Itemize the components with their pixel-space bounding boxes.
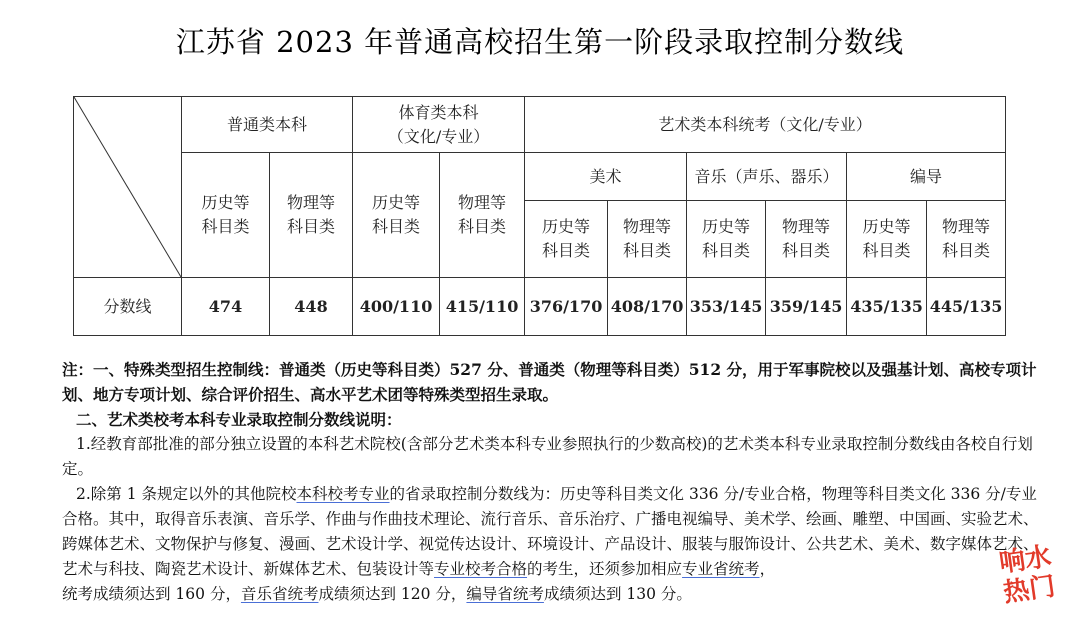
header-label: 历史等 <box>542 217 591 236</box>
header-general-physics <box>270 153 353 278</box>
header-general: 普通类本科 <box>182 97 353 153</box>
header-sports-line2: （文化/专业） <box>387 126 490 146</box>
score-cell: 415/110 <box>440 278 525 336</box>
note-art-heading: 二、艺术类校考本科专业录取控制分数线说明： <box>76 410 402 429</box>
header-label: 物理等 <box>782 217 831 236</box>
score-cell: 474 <box>182 278 270 336</box>
note-text: 美术、数字媒体艺术、艺术与科技、陶瓷艺术设计、新媒体艺术、包装设计等 <box>62 535 1039 578</box>
score-cell: 400/110 <box>353 278 440 336</box>
header-sports-line1: 体育类本科 <box>398 102 479 122</box>
note-text: 统考成绩须达到 160 分， <box>62 585 241 603</box>
note-art-item-2 <box>62 482 1052 582</box>
note-link: 音乐省统考 <box>240 585 319 603</box>
note-text: 的省录取控制分数线为：历史等科目类文化 336 分/专业合格，物理等科目类文化 336 分/专业合格。其中，取得音乐表演、音乐学、作曲与作曲技术理论、流行音乐、音乐治疗、广播电视编导、美术学、绘画、雕塑、中国画、实验艺术、跨媒体艺术、文物保护与修复、漫画、艺术设计学、视觉传达设计、环境设计、产品设计、服装与服饰设计、公共艺术、 <box>62 485 1039 553</box>
header-art-music: 音乐（声乐、器乐） <box>687 153 847 201</box>
score-cell: 435/135 <box>847 278 927 336</box>
diagonal-header-cell <box>74 97 182 278</box>
watermark-logo <box>987 540 1068 619</box>
header-label: 科目类 <box>287 217 336 236</box>
row-label: 分数线 <box>74 278 182 336</box>
header-music-physics <box>766 201 847 278</box>
header-art-fine: 美术 <box>525 153 687 201</box>
score-cell: 376/170 <box>525 278 608 336</box>
header-fine-physics <box>608 201 687 278</box>
note-link: 专业校考合格 <box>434 560 528 578</box>
note-text: ， <box>759 560 776 578</box>
header-label: 科目类 <box>542 241 591 260</box>
note-art-item-2-cont <box>62 582 1052 607</box>
header-fine-history <box>525 201 608 278</box>
note-art-item-1: 1.经教育部批准的部分独立设置的本科艺术院校(含部分艺术类本科专业参照执行的少数高校)的艺术类本科专业录取控制分数线由各校自行划定。 <box>62 435 1033 478</box>
watermark-line: 响水 <box>997 541 1054 579</box>
score-cell: 445/135 <box>927 278 1006 336</box>
header-label: 物理等 <box>942 217 991 236</box>
header-general-history <box>182 153 270 278</box>
header-label: 科目类 <box>623 241 672 260</box>
header-music-history <box>687 201 766 278</box>
header-label: 物理等 <box>287 193 336 212</box>
header-label: 科目类 <box>458 217 507 236</box>
header-label: 历史等 <box>702 217 751 236</box>
page-title: 江苏省 2023 年普通高校招生第一阶段录取控制分数线 <box>175 25 905 59</box>
header-art-director: 编导 <box>847 153 1006 201</box>
note-link: 编导省统考 <box>466 585 544 603</box>
header-director-history <box>847 201 927 278</box>
note-text: 2.除第 1 条规定以外的其他院校 <box>76 485 297 503</box>
header-label: 科目类 <box>372 217 421 236</box>
header-label: 科目类 <box>782 241 831 260</box>
score-cell: 353/145 <box>687 278 766 336</box>
header-label: 历史等 <box>201 193 250 212</box>
header-label: 科目类 <box>702 241 751 260</box>
note-special-lines: 注：一、特殊类型招生控制线：普通类（历史等科目类）527 分、普通类（物理等科目类）512 分，用于军事院校以及强基计划、高校专项计划、地方专项计划、综合评价招生、高水平艺术团等特殊类型招生录取。 <box>62 360 1037 404</box>
note-text: 成绩须达到 130 分。 <box>543 585 692 603</box>
header-label: 科目类 <box>862 241 911 260</box>
note-text: 的考生，还须参加相应 <box>527 560 683 578</box>
diagonal-line <box>74 97 181 277</box>
note-text: 成绩须达到 120 分， <box>318 585 467 603</box>
header-director-physics <box>927 201 1006 278</box>
header-label: 物理等 <box>623 217 672 236</box>
score-row <box>74 278 1006 336</box>
note-link: 专业省统考 <box>682 560 760 578</box>
score-table <box>73 96 1006 336</box>
header-label: 历史等 <box>372 193 421 212</box>
note-link: 本科校考专业 <box>296 485 390 503</box>
score-cell: 408/170 <box>608 278 687 336</box>
header-sports-physics <box>440 153 525 278</box>
header-label: 科目类 <box>942 241 991 260</box>
notes-section <box>62 357 1052 607</box>
score-cell: 448 <box>270 278 353 336</box>
header-label: 科目类 <box>201 217 250 236</box>
header-art: 艺术类本科统考（文化/专业） <box>525 97 1006 153</box>
header-sports-history <box>353 153 440 278</box>
watermark-line: 热门 <box>1001 571 1058 609</box>
score-cell: 359/145 <box>766 278 847 336</box>
header-label: 物理等 <box>458 193 507 212</box>
header-sports <box>353 97 525 153</box>
header-label: 历史等 <box>862 217 911 236</box>
